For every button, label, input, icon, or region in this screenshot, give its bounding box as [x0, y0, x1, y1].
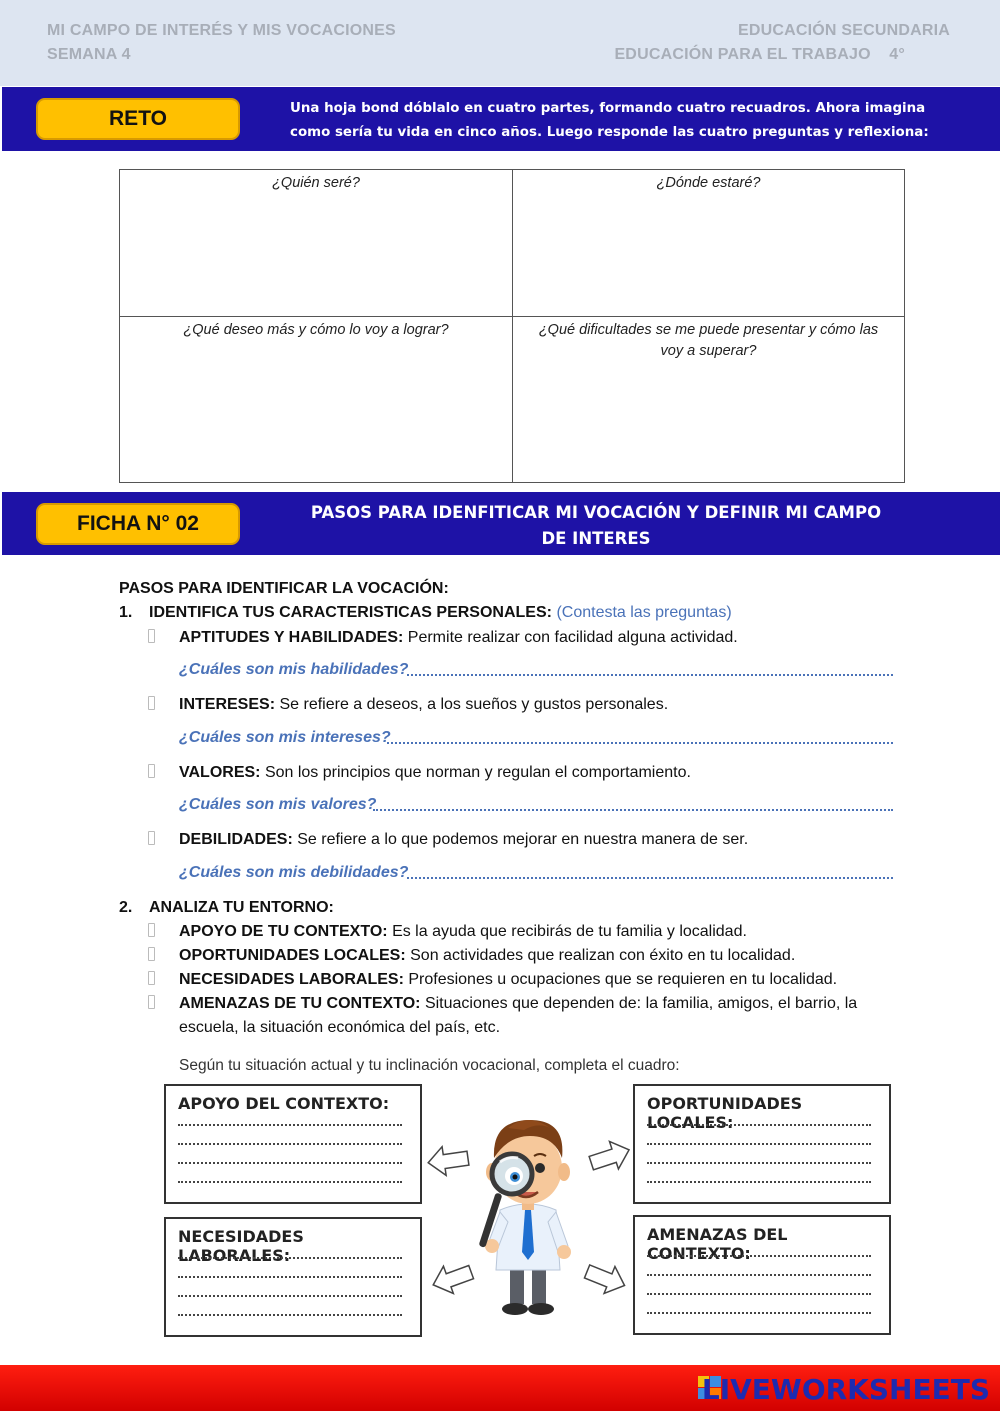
page-header [0, 0, 1000, 86]
question-intereses: ¿Cuáles son mis intereses? [179, 729, 391, 746]
level-label: EDUCACIÓN SECUNDARIA [737, 22, 950, 39]
entorno-label: APOYO DE TU CONTEXTO: [179, 923, 388, 940]
entorno-label: OPORTUNIDADES LOCALES: [179, 947, 406, 964]
box-title: APOYO DEL CONTEXTO: [178, 1094, 390, 1113]
box-answer-line[interactable] [647, 1255, 871, 1257]
page-footer [0, 1365, 1000, 1411]
answer-line-intereses[interactable] [387, 741, 893, 744]
bullet-icon [148, 995, 155, 1009]
answer-line-debilidades[interactable] [407, 876, 893, 879]
course-title: MI CAMPO DE INTERÉS Y MIS VOCACIONES [47, 22, 396, 39]
question-who: ¿Quién seré? [272, 175, 360, 191]
question-difficulties-line-2: voy a superar? [660, 343, 757, 359]
entorno-apoyo [179, 922, 747, 942]
ficha-band [2, 492, 1000, 555]
box-title: OPORTUNIDADES LOCALES: [647, 1094, 803, 1132]
box-answer-line[interactable] [178, 1276, 402, 1278]
trait-description: Se refiere a lo que podemos mejorar en nuestra manera de ser. [297, 831, 749, 848]
reto-line-2: como sería tu vida en cinco años. Luego responde las cuatro preguntas y reflexiona: [290, 125, 929, 140]
box-answer-line[interactable] [647, 1312, 871, 1314]
question-debilidades: ¿Cuáles son mis debilidades? [179, 864, 409, 881]
box-answer-line[interactable] [178, 1181, 402, 1183]
trait-label: INTERESES: [179, 696, 276, 713]
bullet-icon [148, 971, 155, 985]
cuadro-instruction: Según tu situación actual y tu inclinación vocacional, completa el cuadro: [179, 1057, 680, 1074]
trait-label: DEBILIDADES: [179, 831, 293, 848]
step-1-heading [149, 603, 732, 623]
trait-debilidades [179, 830, 748, 850]
question-valores: ¿Cuáles son mis valores? [179, 796, 377, 813]
step-1-number: 1. [119, 604, 133, 621]
entorno-label: NECESIDADES LABORALES: [179, 971, 404, 988]
liveworksheets-brand[interactable]: LIVEWORKSHEETS [701, 1373, 990, 1406]
bullet-icon [148, 629, 155, 643]
step-1-note: (Contesta las preguntas) [556, 604, 732, 621]
bullet-icon [148, 923, 155, 937]
box-title: NECESIDADES LABORALES: [178, 1227, 304, 1265]
box-answer-line[interactable] [647, 1181, 871, 1183]
trait-aptitudes [179, 628, 738, 648]
box-answer-line[interactable] [178, 1143, 402, 1145]
box-oportunidades-locales[interactable] [633, 1084, 891, 1204]
reto-band [2, 87, 1000, 151]
ficha-title [266, 500, 926, 552]
entorno-oportunidades [179, 946, 795, 966]
entorno-necesidades [179, 970, 837, 990]
question-difficulties-line-1: ¿Qué dificultades se me puede presentar y cómo las [538, 322, 879, 338]
trait-label: VALORES: [179, 764, 261, 781]
ficha-title-line-1: PASOS PARA IDENFITICAR MI VOCACIÓN Y DEFINIR MI CAMPO [310, 503, 882, 522]
trait-description: Son los principios que norman y regulan el comportamiento. [264, 764, 691, 781]
grid-cell-who[interactable] [120, 170, 512, 316]
entorno-description: Situaciones que dependen de: la familia, amigos, el barrio, la [424, 995, 858, 1012]
grid-cell-where[interactable] [513, 170, 904, 316]
reto-badge: RETO [36, 98, 240, 140]
question-where: ¿Dónde estaré? [656, 175, 761, 191]
question-desire: ¿Qué deseo más y cómo lo voy a lograr? [183, 322, 449, 338]
box-answer-line[interactable] [647, 1274, 871, 1276]
trait-intereses [179, 695, 668, 715]
step-2-label: ANALIZA TU ENTORNO: [149, 899, 334, 916]
week-label: SEMANA 4 [47, 46, 131, 63]
box-answer-line[interactable] [178, 1162, 402, 1164]
box-answer-line[interactable] [178, 1314, 402, 1316]
subject-label: EDUCACIÓN PARA EL TRABAJO 4° [614, 46, 905, 63]
arrow-left-up-icon [424, 1138, 474, 1178]
ficha-badge: FICHA N° 02 [36, 503, 240, 545]
reto-instructions [290, 97, 929, 145]
entorno-label: AMENAZAS DE TU CONTEXTO: [179, 995, 421, 1012]
step-1-label: IDENTIFICA TUS CARACTERISTICAS PERSONALES: [149, 604, 552, 621]
answer-line-valores[interactable] [373, 808, 893, 811]
trait-label: APTITUDES Y HABILIDADES: [179, 629, 404, 646]
trait-description: Permite realizar con facilidad alguna actividad. [407, 629, 738, 646]
box-answer-line[interactable] [647, 1143, 871, 1145]
entorno-amenazas [179, 994, 857, 1014]
entorno-description: Son actividades que realizan con éxito en tu localidad. [410, 947, 796, 964]
box-title: AMENAZAS DEL CONTEXTO: [647, 1225, 788, 1263]
steps-title: PASOS PARA IDENTIFICAR LA VOCACIÓN: [119, 580, 449, 597]
box-apoyo-contexto[interactable] [164, 1084, 422, 1204]
box-amenazas-contexto[interactable] [633, 1215, 891, 1335]
box-answer-line[interactable] [647, 1162, 871, 1164]
grid-cell-desire[interactable] [120, 317, 512, 482]
trait-valores [179, 763, 691, 783]
student-magnifier-illustration [468, 1106, 588, 1318]
bullet-icon [148, 947, 155, 961]
reflection-grid [119, 169, 905, 483]
box-answer-line[interactable] [178, 1124, 402, 1126]
bullet-icon [148, 764, 155, 778]
bullet-icon [148, 696, 155, 710]
reto-line-1: Una hoja bond dóblalo en cuatro partes, formando cuatro recuadros. Ahora imagina [290, 101, 926, 116]
question-habilidades: ¿Cuáles son mis habilidades? [179, 661, 409, 678]
box-answer-line[interactable] [647, 1124, 871, 1126]
box-answer-line[interactable] [178, 1295, 402, 1297]
trait-description: Se refiere a deseos, a los sueños y gustos personales. [279, 696, 669, 713]
box-answer-line[interactable] [647, 1293, 871, 1295]
bullet-icon [148, 831, 155, 845]
entorno-amenazas-continued: escuela, la situación económica del país, etc. [179, 1019, 501, 1036]
arrow-right-up-icon [584, 1138, 634, 1178]
box-necesidades-laborales[interactable] [164, 1217, 422, 1337]
answer-line-habilidades[interactable] [407, 673, 893, 676]
box-answer-line[interactable] [178, 1257, 402, 1259]
step-2-number: 2. [119, 899, 133, 916]
ficha-title-line-2: DE INTERES [541, 529, 651, 548]
grid-cell-difficulties[interactable] [513, 317, 904, 482]
entorno-description: Profesiones u ocupaciones que se requieren en tu localidad. [408, 971, 838, 988]
entorno-description: Es la ayuda que recibirás de tu familia y localidad. [392, 923, 747, 940]
